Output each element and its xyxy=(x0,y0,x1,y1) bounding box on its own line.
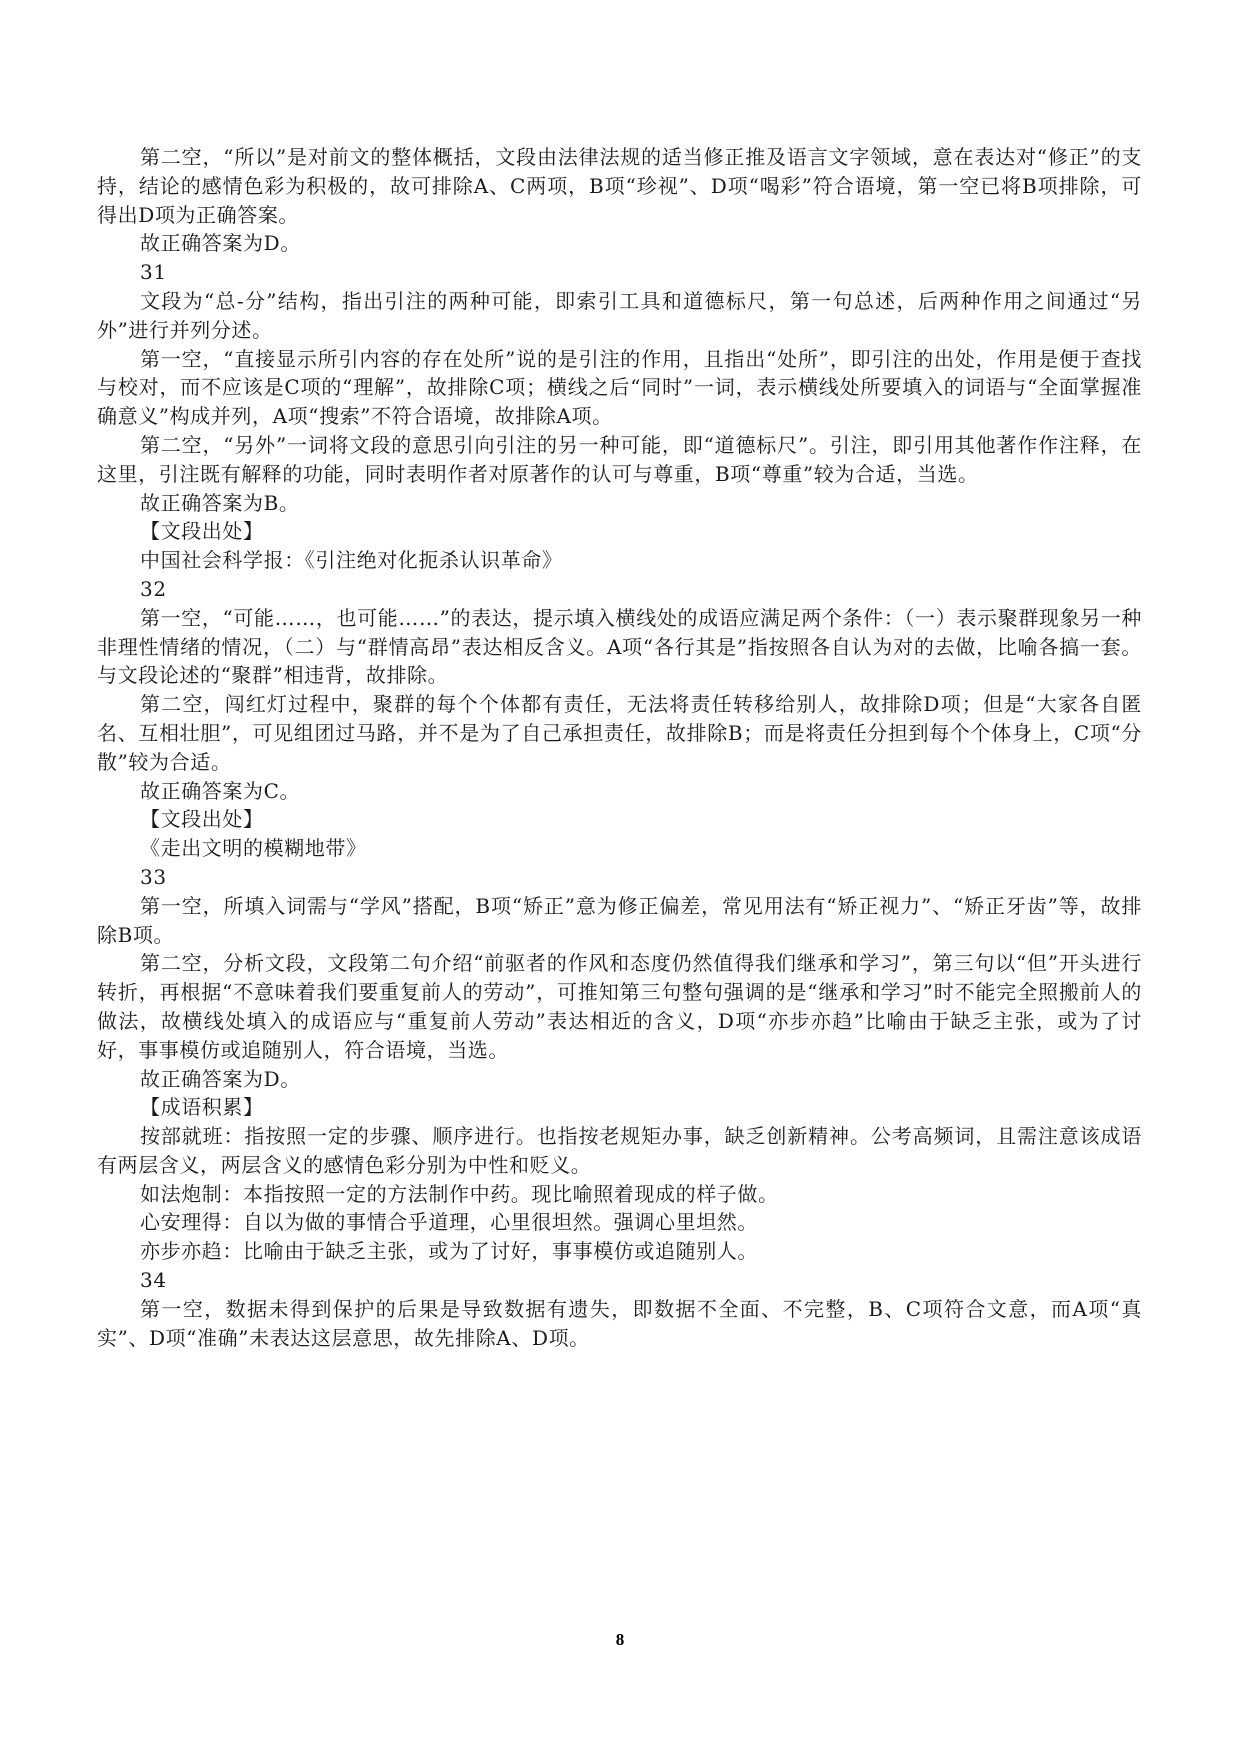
paragraph-q31-blank2: 第二空，“另外”一词将文段的意思引向引注的另一种可能，即“道德标尺”。引注，即引用其他著作作注释，在这里，引注既有解释的功能，同时表明作者对原著作的认可与尊重，B项“尊重”较为合适，当选。 xyxy=(97,432,1142,486)
answer-q30: 故正确答案为D。 xyxy=(140,231,301,256)
paragraph-q32-blank1: 第一空，“可能……，也可能……”的表达，提示填入横线处的成语应满足两个条件：（一）表示聚群现象另一种非理性情绪的情况，（二）与“群情高昂”表达相反含义。A项“各行其是”指按照各自认为对的去做，比喻各搞一套。与文段论述的“聚群”相违背，故排除。 xyxy=(97,605,1142,688)
idiom-xinanlide: 心安理得：自以为做的事情合乎道理，心里很坦然。强调心里坦然。 xyxy=(140,1210,758,1235)
section-heading-idioms: 【成语积累】 xyxy=(140,1095,264,1120)
paragraph-q34-blank1: 第一空，数据未得到保护的后果是导致数据有遗失，即数据不全面、不完整，B、C项符合文意，而A项“真实”、D项“准确”未表达这层意思，故先排除A、D项。 xyxy=(97,1296,1142,1350)
answer-q33: 故正确答案为D。 xyxy=(140,1066,301,1091)
idiom-yibuyiqu: 亦步亦趋：比喻由于缺乏主张，或为了讨好，事事模仿或追随别人。 xyxy=(140,1239,758,1264)
paragraph-q31-blank1: 第一空，“直接显示所引内容的存在处所”说的是引注的作用，且指出“处所”，即引注的出处，作用是便于查找与校对，而不应该是C项的“理解”，故排除C项；横线之后“同时”一词，表示横线处所要填入的词语与“全面掌握准确意义”构成并列，A项“搜索”不符合语境，故排除A项。 xyxy=(97,346,1142,429)
section-heading-source: 【文段出处】 xyxy=(140,807,264,832)
question-number-32: 32 xyxy=(140,576,167,601)
page-number: 8 xyxy=(615,1630,625,1649)
question-number-31: 31 xyxy=(140,260,167,285)
idiom-rufapaozhi: 如法炮制：本指按照一定的方法制作中药。现比喻照着现成的样子做。 xyxy=(140,1181,779,1206)
question-number-34: 34 xyxy=(140,1268,167,1293)
answer-q32: 故正确答案为C。 xyxy=(140,778,301,803)
section-heading-source: 【文段出处】 xyxy=(140,519,264,544)
paragraph-q32-blank2: 第二空，闯红灯过程中，聚群的每个个体都有责任，无法将责任转移给别人，故排除D项；但是“大家各自匿名、互相壮胆”，可见组团过马路，并不是为了自己承担责任，故排除B；而是将责任分担到每个个体身上，C项“分散”较为合适。 xyxy=(97,692,1142,774)
paragraph-q33-blank1: 第一空，所填入词需与“学风”搭配，B项“矫正”意为修正偏差，常见用法有“矫正视力”、“矫正牙齿”等，故排除B项。 xyxy=(97,893,1142,947)
question-number-33: 33 xyxy=(140,864,167,889)
idiom-anbujiuban: 按部就班：指按照一定的步骤、顺序进行。也指按老规矩办事，缺乏创新精神。公考高频词，且需注意该成语有两层含义，两层含义的感情色彩分别为中性和贬义。 xyxy=(97,1124,1142,1177)
paragraph-q30-blank2: 第二空，“所以”是对前文的整体概括，文段由法律法规的适当修正推及语言文字领域，意在表达对“修正”的支持，结论的感情色彩为积极的，故可排除A、C两项，B项“珍视”、D项“喝彩”符合语境，第一空已将B项排除，可得出D项为正确答案。 xyxy=(97,145,1142,227)
paragraph-q33-blank2: 第二空，分析文段，文段第二句介绍“前驱者的作风和态度仍然值得我们继承和学习”，第三句以“但”开头进行转折，再根据“不意味着我们要重复前人的劳动”，可推知第三句整句强调的是“继承和学习”时不能完全照搬前人的做法，故横线处填入的成语应与“重复前人劳动”表达相近的含义，D项“亦步亦趋”比喻由于缺乏主张，或为了讨好，事事模仿或追随别人，符合语境，当选。 xyxy=(97,951,1142,1062)
source-q31: 中国社会科学报：《引注绝对化扼杀认识革命》 xyxy=(140,548,563,573)
answer-q31: 故正确答案为B。 xyxy=(140,490,300,515)
paragraph-q31-structure: 文段为“总-分”结构，指出引注的两种可能，即索引工具和道德标尺，第一句总述，后两种作用之间通过“另外”进行并列分述。 xyxy=(97,288,1142,342)
source-q32: 《走出文明的模糊地带》 xyxy=(140,836,367,861)
document-body xyxy=(97,143,1142,1352)
